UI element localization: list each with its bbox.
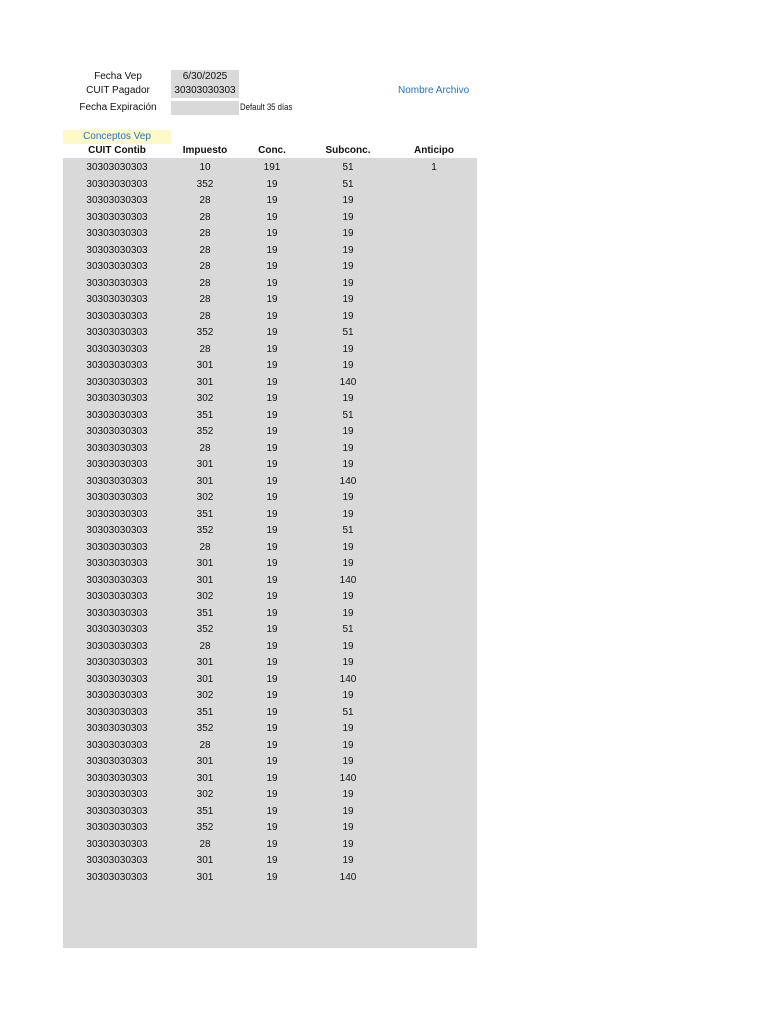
table-row [63, 276, 477, 293]
cell-impuesto[interactable]: 28 [199, 838, 211, 850]
cell-cuit[interactable]: 30303030303 [86, 607, 148, 619]
cell-impuesto[interactable]: 352 [196, 624, 214, 635]
table-row [63, 259, 477, 276]
cell-impuesto[interactable]: 351 [196, 805, 214, 817]
cuit-pagador-cell[interactable]: 30303030303 [171, 84, 239, 98]
fecha-expiracion-note: Default 35 días [240, 102, 293, 113]
cell-impuesto[interactable]: 301 [196, 657, 214, 668]
conceptos-vep-title: Conceptos Vep [63, 130, 171, 144]
cell-impuesto[interactable]: 301 [196, 376, 214, 388]
table-row [63, 441, 477, 458]
table-row [63, 820, 477, 837]
table-row [63, 672, 477, 689]
cell-subconc[interactable]: 19 [342, 607, 354, 619]
cell-impuesto[interactable]: 28 [199, 294, 211, 305]
cell-cuit[interactable]: 30303030303 [86, 756, 148, 767]
table-row [63, 210, 477, 227]
cell-conc[interactable]: 19 [266, 640, 278, 652]
cell-impuesto[interactable]: 351 [196, 607, 214, 619]
cell-cuit[interactable]: 30303030303 [86, 409, 148, 421]
cell-impuesto[interactable]: 28 [199, 277, 211, 289]
cell-cuit[interactable]: 30303030303 [86, 838, 148, 850]
table-row [63, 391, 477, 408]
cell-conc[interactable]: 19 [266, 591, 278, 602]
cell-impuesto[interactable]: 351 [196, 706, 214, 718]
cell-conc[interactable]: 19 [266, 805, 278, 817]
table-row [63, 325, 477, 342]
cell-subconc[interactable]: 140 [339, 574, 357, 586]
cell-cuit[interactable]: 30303030303 [86, 211, 148, 223]
conceptos-table [63, 160, 477, 886]
cell-cuit[interactable]: 30303030303 [86, 310, 148, 322]
cell-subconc[interactable]: 19 [342, 360, 354, 371]
cell-subconc[interactable]: 19 [342, 640, 354, 652]
cell-cuit[interactable]: 30303030303 [86, 360, 148, 371]
table-row [63, 639, 477, 656]
cell-cuit[interactable]: 30303030303 [86, 805, 148, 817]
cell-subconc[interactable]: 19 [342, 838, 354, 850]
cell-cuit[interactable]: 30303030303 [86, 261, 148, 272]
cell-impuesto[interactable]: 302 [196, 690, 214, 701]
fecha-expiracion-label: Fecha Expiración [79, 102, 157, 113]
cell-cuit[interactable]: 30303030303 [86, 327, 148, 338]
cell-conc[interactable]: 19 [266, 789, 278, 800]
cell-subconc[interactable]: 19 [342, 426, 354, 437]
table-row [63, 804, 477, 821]
fecha-vep-cell[interactable]: 6/30/2025 [171, 70, 239, 84]
table-row [63, 226, 477, 243]
cell-subconc[interactable]: 19 [342, 739, 354, 751]
cell-cuit[interactable]: 30303030303 [86, 640, 148, 652]
cell-subconc[interactable]: 19 [342, 393, 354, 404]
cell-impuesto[interactable]: 301 [196, 855, 214, 866]
cell-impuesto[interactable]: 352 [196, 178, 214, 190]
cell-subconc[interactable]: 19 [342, 822, 354, 833]
cell-cuit[interactable]: 30303030303 [86, 228, 148, 239]
cell-cuit[interactable]: 30303030303 [86, 294, 148, 305]
cell-cuit[interactable]: 30303030303 [86, 855, 148, 866]
cell-impuesto[interactable]: 28 [199, 442, 211, 454]
cell-conc[interactable]: 19 [266, 228, 278, 239]
table-row [63, 424, 477, 441]
cell-cuit[interactable]: 30303030303 [86, 574, 148, 586]
cell-cuit[interactable]: 30303030303 [86, 525, 148, 536]
table-row [63, 523, 477, 540]
cell-impuesto[interactable]: 301 [196, 558, 214, 569]
table-row [63, 160, 477, 177]
cell-cuit[interactable]: 30303030303 [86, 343, 148, 355]
cell-impuesto[interactable]: 301 [196, 459, 214, 470]
cell-impuesto[interactable]: 301 [196, 772, 214, 784]
cell-conc[interactable]: 19 [266, 211, 278, 223]
col-header-impuesto: Impuesto [182, 145, 228, 156]
cell-impuesto[interactable]: 302 [196, 789, 214, 800]
table-row [63, 688, 477, 705]
cell-cuit[interactable]: 30303030303 [86, 591, 148, 602]
cell-conc[interactable]: 19 [266, 756, 278, 767]
cell-subconc[interactable]: 51 [342, 178, 354, 190]
col-header-cuit: CUIT Contib [88, 145, 146, 156]
col-header-subconc: Subconc. [325, 145, 371, 156]
table-row [63, 705, 477, 722]
fecha-expiracion-cell[interactable] [171, 101, 239, 115]
cell-subconc[interactable]: 140 [339, 673, 357, 685]
cell-impuesto[interactable]: 301 [196, 574, 214, 586]
table-row [63, 193, 477, 210]
cell-subconc[interactable]: 19 [342, 805, 354, 817]
cell-subconc[interactable]: 19 [342, 294, 354, 305]
table-row [63, 837, 477, 854]
cell-subconc[interactable]: 51 [342, 706, 354, 718]
cell-cuit[interactable]: 30303030303 [86, 442, 148, 454]
fecha-vep-label: Fecha Vep [94, 71, 142, 82]
cell-conc[interactable]: 19 [266, 772, 278, 784]
cell-impuesto[interactable]: 351 [196, 409, 214, 421]
cell-subconc[interactable]: 19 [342, 789, 354, 800]
cell-subconc[interactable]: 19 [342, 690, 354, 701]
cell-subconc[interactable]: 140 [339, 871, 357, 883]
cell-impuesto[interactable]: 352 [196, 723, 214, 734]
cell-impuesto[interactable]: 28 [199, 261, 211, 272]
cell-cuit[interactable]: 30303030303 [86, 376, 148, 388]
cell-cuit[interactable]: 30303030303 [86, 624, 148, 635]
cell-cuit[interactable]: 30303030303 [86, 706, 148, 718]
cell-subconc[interactable]: 140 [339, 772, 357, 784]
cell-subconc[interactable]: 19 [342, 855, 354, 866]
cell-impuesto[interactable]: 351 [196, 508, 214, 520]
cell-impuesto[interactable]: 301 [196, 756, 214, 767]
cell-subconc[interactable]: 51 [342, 327, 354, 338]
table-row [63, 375, 477, 392]
cell-cuit[interactable]: 30303030303 [86, 871, 148, 883]
cell-subconc[interactable]: 19 [342, 541, 354, 553]
cell-cuit[interactable]: 30303030303 [86, 508, 148, 520]
table-row [63, 358, 477, 375]
cell-conc[interactable]: 19 [266, 838, 278, 850]
cell-impuesto[interactable]: 302 [196, 591, 214, 602]
nombre-archivo-link[interactable]: Nombre Archivo [398, 85, 470, 96]
cell-subconc[interactable]: 19 [342, 310, 354, 322]
cell-impuesto[interactable]: 28 [199, 541, 211, 553]
cell-impuesto[interactable]: 302 [196, 393, 214, 404]
cell-cuit[interactable]: 30303030303 [86, 723, 148, 734]
cell-conc[interactable]: 19 [266, 393, 278, 404]
cell-conc[interactable]: 19 [266, 426, 278, 437]
cell-subconc[interactable]: 19 [342, 244, 354, 256]
cell-conc[interactable]: 19 [266, 690, 278, 701]
cell-impuesto[interactable]: 352 [196, 426, 214, 437]
cuit-pagador-label: CUIT Pagador [86, 85, 150, 96]
cell-conc[interactable]: 191 [263, 162, 281, 173]
cell-subconc[interactable]: 19 [342, 442, 354, 454]
cell-conc[interactable]: 19 [266, 574, 278, 586]
table-row [63, 853, 477, 870]
cell-impuesto[interactable]: 28 [199, 195, 211, 206]
cell-impuesto[interactable]: 352 [196, 327, 214, 338]
cell-conc[interactable]: 19 [266, 277, 278, 289]
cell-cuit[interactable]: 30303030303 [86, 426, 148, 437]
cell-conc[interactable]: 19 [266, 723, 278, 734]
cell-cuit[interactable]: 30303030303 [86, 475, 148, 487]
table-row [63, 573, 477, 590]
cell-subconc[interactable]: 51 [342, 162, 354, 173]
cell-subconc[interactable]: 51 [342, 624, 354, 635]
cell-subconc[interactable]: 19 [342, 195, 354, 206]
table-row [63, 771, 477, 788]
table-row [63, 655, 477, 672]
cell-cuit[interactable]: 30303030303 [86, 178, 148, 190]
cell-subconc[interactable]: 19 [342, 459, 354, 470]
cell-conc[interactable]: 19 [266, 607, 278, 619]
cell-impuesto[interactable]: 28 [199, 343, 211, 355]
table-row [63, 754, 477, 771]
cell-subconc[interactable]: 19 [342, 657, 354, 668]
table-row [63, 540, 477, 557]
cell-subconc[interactable]: 19 [342, 756, 354, 767]
cell-cuit[interactable]: 30303030303 [86, 558, 148, 569]
cell-cuit[interactable]: 30303030303 [86, 789, 148, 800]
cell-anticipo[interactable]: 1 [431, 162, 437, 173]
cell-conc[interactable]: 19 [266, 525, 278, 536]
cell-subconc[interactable]: 140 [339, 475, 357, 487]
table-row [63, 556, 477, 573]
cell-conc[interactable]: 19 [266, 442, 278, 454]
table-row [63, 507, 477, 524]
cell-conc[interactable]: 19 [266, 343, 278, 355]
table-row [63, 342, 477, 359]
cell-impuesto[interactable]: 301 [196, 360, 214, 371]
cell-conc[interactable]: 19 [266, 541, 278, 553]
cell-conc[interactable]: 19 [266, 657, 278, 668]
cell-subconc[interactable]: 19 [342, 723, 354, 734]
cell-conc[interactable]: 19 [266, 195, 278, 206]
cell-impuesto[interactable]: 28 [199, 228, 211, 239]
col-header-conc: Conc. [258, 145, 286, 156]
table-row [63, 408, 477, 425]
cell-subconc[interactable]: 140 [339, 376, 357, 388]
cell-subconc[interactable]: 51 [342, 525, 354, 536]
cell-conc[interactable]: 19 [266, 244, 278, 256]
cell-conc[interactable]: 19 [266, 178, 278, 190]
cell-impuesto[interactable]: 28 [199, 640, 211, 652]
cell-conc[interactable]: 19 [266, 475, 278, 487]
cell-cuit[interactable]: 30303030303 [86, 673, 148, 685]
cell-conc[interactable]: 19 [266, 822, 278, 833]
cell-conc[interactable]: 19 [266, 492, 278, 503]
table-row [63, 589, 477, 606]
cell-conc[interactable]: 19 [266, 558, 278, 569]
cell-impuesto[interactable]: 28 [199, 310, 211, 322]
cell-subconc[interactable]: 19 [342, 343, 354, 355]
cell-subconc[interactable]: 51 [342, 409, 354, 421]
table-row [63, 490, 477, 507]
table-row [63, 738, 477, 755]
cell-conc[interactable]: 19 [266, 624, 278, 635]
cell-conc[interactable]: 19 [266, 409, 278, 421]
cell-conc[interactable]: 19 [266, 327, 278, 338]
cell-cuit[interactable]: 30303030303 [86, 822, 148, 833]
cell-impuesto[interactable]: 301 [196, 673, 214, 685]
cell-conc[interactable]: 19 [266, 871, 278, 883]
cell-cuit[interactable]: 30303030303 [86, 195, 148, 206]
table-row [63, 177, 477, 194]
cell-cuit[interactable]: 30303030303 [86, 492, 148, 503]
cell-conc[interactable]: 19 [266, 855, 278, 866]
col-header-anticipo: Anticipo [414, 145, 454, 156]
table-row [63, 309, 477, 326]
cell-subconc[interactable]: 19 [342, 261, 354, 272]
table-row [63, 606, 477, 623]
table-row [63, 870, 477, 887]
cell-conc[interactable]: 19 [266, 706, 278, 718]
cell-cuit[interactable]: 30303030303 [86, 393, 148, 404]
table-row [63, 292, 477, 309]
cell-impuesto[interactable]: 28 [199, 739, 211, 751]
cell-subconc[interactable]: 19 [342, 492, 354, 503]
cell-impuesto[interactable]: 301 [196, 871, 214, 883]
cell-conc[interactable]: 19 [266, 360, 278, 371]
cell-impuesto[interactable]: 28 [199, 211, 211, 223]
cell-subconc[interactable]: 19 [342, 508, 354, 520]
table-row [63, 622, 477, 639]
table-row [63, 787, 477, 804]
cell-impuesto[interactable]: 28 [199, 244, 211, 256]
cell-impuesto[interactable]: 301 [196, 475, 214, 487]
table-row [63, 474, 477, 491]
cell-cuit[interactable]: 30303030303 [86, 690, 148, 701]
cell-cuit[interactable]: 30303030303 [86, 657, 148, 668]
cell-conc[interactable]: 19 [266, 294, 278, 305]
cell-conc[interactable]: 19 [266, 459, 278, 470]
cell-subconc[interactable]: 19 [342, 228, 354, 239]
cell-conc[interactable]: 19 [266, 508, 278, 520]
cell-subconc[interactable]: 19 [342, 277, 354, 289]
table-row [63, 457, 477, 474]
cell-conc[interactable]: 19 [266, 673, 278, 685]
cell-cuit[interactable]: 30303030303 [86, 772, 148, 784]
cell-conc[interactable]: 19 [266, 261, 278, 272]
cell-subconc[interactable]: 19 [342, 558, 354, 569]
cell-cuit[interactable]: 30303030303 [86, 739, 148, 751]
cell-cuit[interactable]: 30303030303 [86, 541, 148, 553]
cell-subconc[interactable]: 19 [342, 591, 354, 602]
table-row [63, 243, 477, 260]
cell-impuesto[interactable]: 10 [199, 162, 211, 173]
cell-cuit[interactable]: 30303030303 [86, 277, 148, 289]
cell-conc[interactable]: 19 [266, 376, 278, 388]
cell-conc[interactable]: 19 [266, 739, 278, 751]
cell-impuesto[interactable]: 352 [196, 525, 214, 536]
cell-subconc[interactable]: 19 [342, 211, 354, 223]
cell-cuit[interactable]: 30303030303 [86, 162, 148, 173]
table-row [63, 721, 477, 738]
cell-cuit[interactable]: 30303030303 [86, 459, 148, 470]
cell-conc[interactable]: 19 [266, 310, 278, 322]
cell-impuesto[interactable]: 352 [196, 822, 214, 833]
cell-impuesto[interactable]: 302 [196, 492, 214, 503]
cell-cuit[interactable]: 30303030303 [86, 244, 148, 256]
